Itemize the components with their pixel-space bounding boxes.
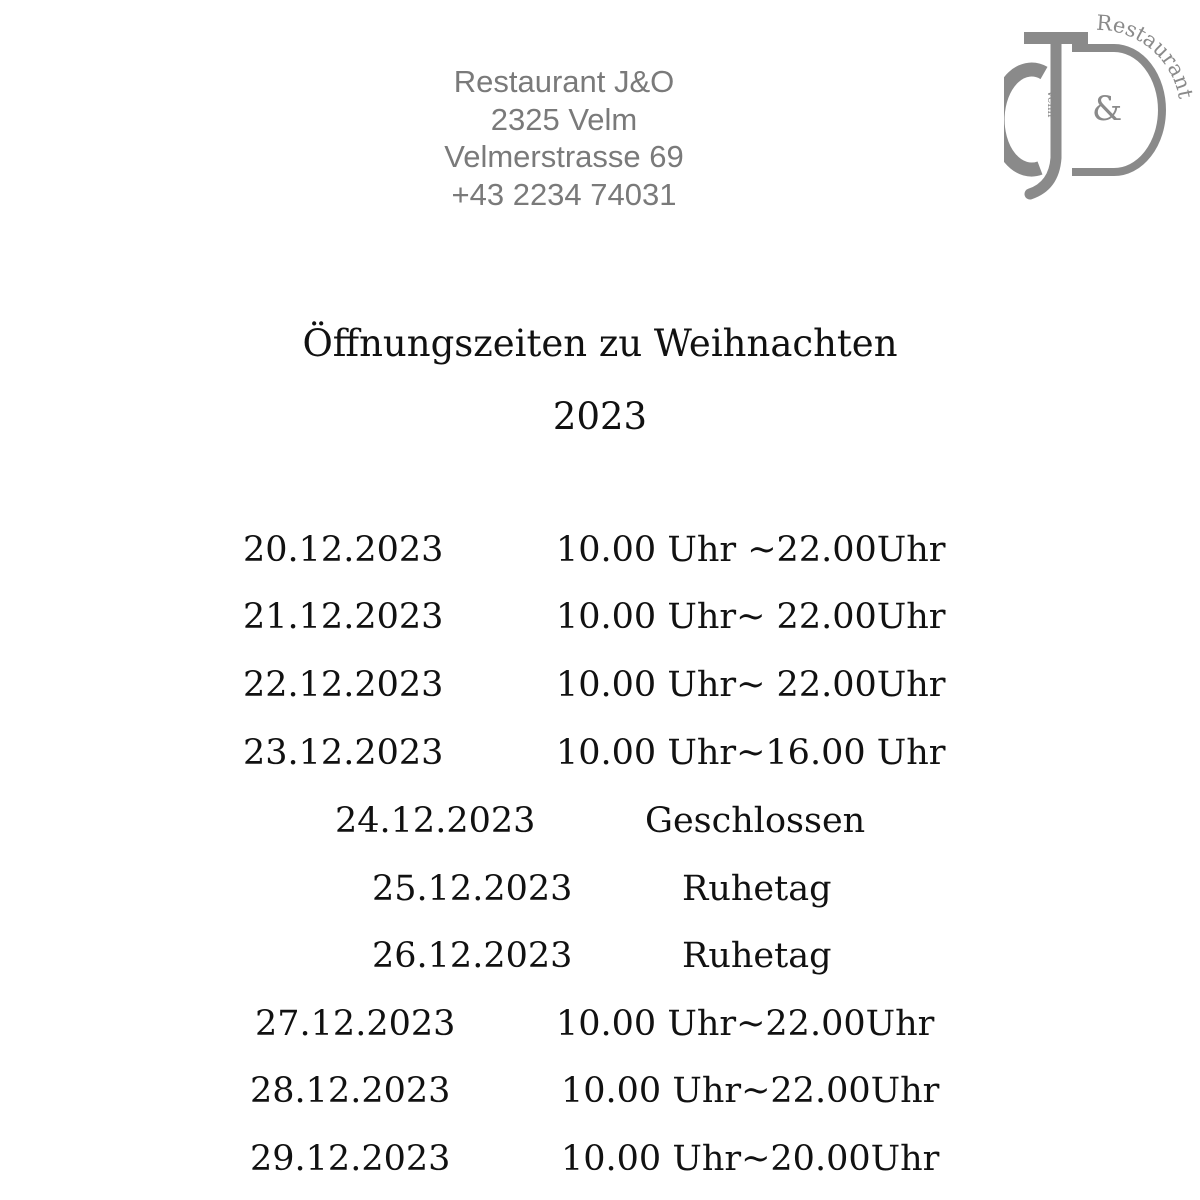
schedule-hours: 10.00 Uhr~ 22.00Uhr <box>556 665 946 705</box>
schedule-date: 23.12.2023 <box>243 733 444 773</box>
logo-arc-text <box>1096 11 1198 101</box>
schedule-hours: 10.00 Uhr~20.00Uhr <box>561 1139 940 1179</box>
page-title-year: 2023 <box>552 395 648 438</box>
schedule-hours: 10.00 Uhr~16.00 Uhr <box>556 733 946 773</box>
schedule-hours: 10.00 Uhr~ 22.00Uhr <box>556 597 946 637</box>
schedule-date: 20.12.2023 <box>243 530 444 570</box>
phone-number: +43 2234 74031 <box>451 176 677 212</box>
logo-o-arc <box>1004 70 1044 170</box>
postal-city: 2325 Velm <box>490 101 638 137</box>
schedule-hours: Geschlossen <box>645 801 866 841</box>
schedule-hours: 10.00 Uhr ~22.00Uhr <box>556 530 946 570</box>
schedule-date: 25.12.2023 <box>372 869 573 909</box>
logo-arc-textpath: Restaurant <box>1095 10 1198 101</box>
schedule-hours: 10.00 Uhr~22.00Uhr <box>556 1004 935 1044</box>
restaurant-logo-graphic <box>1004 8 1200 204</box>
schedule-date: 21.12.2023 <box>243 597 444 637</box>
schedule-date: 29.12.2023 <box>250 1139 451 1179</box>
street-address: Velmerstrasse 69 <box>444 139 684 174</box>
page-title: Öffnungszeiten zu Weihnachten <box>302 322 898 365</box>
schedule-hours: 10.00 Uhr~22.00Uhr <box>561 1071 940 1111</box>
schedule-hours: Ruhetag <box>682 936 832 976</box>
restaurant-address-block <box>412 63 716 213</box>
schedule-hours: Ruhetag <box>682 869 832 909</box>
restaurant-logo <box>1004 8 1200 204</box>
schedule-date: 26.12.2023 <box>372 936 573 976</box>
schedule-date: 22.12.2023 <box>243 665 444 705</box>
schedule-date: 28.12.2023 <box>250 1071 451 1111</box>
schedule-date: 24.12.2023 <box>335 801 536 841</box>
logo-ampersand: & <box>1092 89 1123 129</box>
restaurant-name: Restaurant J&O <box>453 64 675 99</box>
logo-small-text: Velm <box>1045 90 1058 118</box>
schedule-date: 27.12.2023 <box>255 1004 456 1044</box>
